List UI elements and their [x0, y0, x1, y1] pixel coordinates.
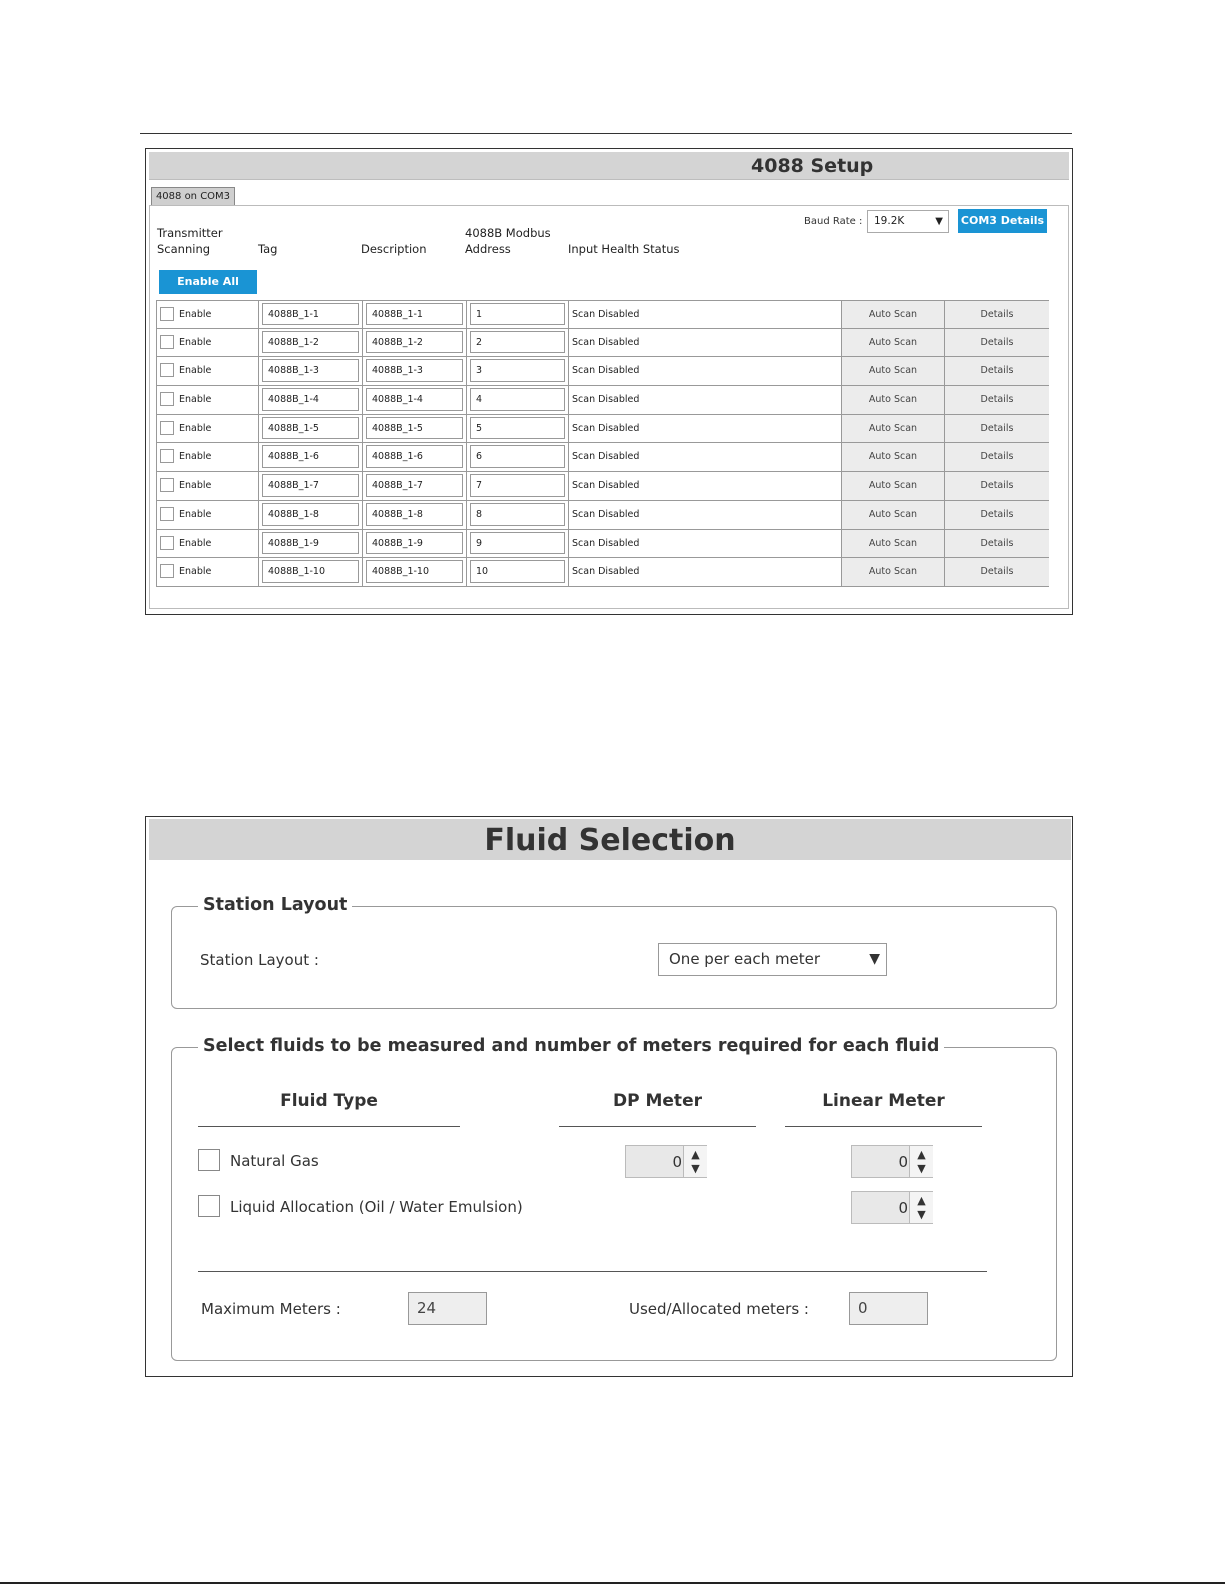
enable-checkbox[interactable] — [160, 478, 174, 492]
description-cell — [363, 443, 467, 471]
description-cell — [363, 386, 467, 414]
modbus-address-input[interactable]: 10 — [470, 560, 565, 583]
description-input[interactable]: 4088B_1-10 — [366, 560, 463, 583]
auto-scan-button[interactable] — [842, 301, 945, 328]
details-button[interactable] — [945, 501, 1049, 529]
auto-scan-button[interactable] — [842, 558, 945, 586]
used-meters-field: 0 — [849, 1292, 928, 1325]
details-button[interactable] — [945, 301, 1049, 328]
health-status-cell — [569, 329, 842, 357]
description-input[interactable]: 4088B_1-5 — [366, 417, 463, 440]
health-status-cell — [569, 558, 842, 586]
table-row — [156, 472, 1049, 501]
spin-up-icon[interactable]: ▲ — [917, 1148, 926, 1161]
enable-checkbox[interactable] — [160, 421, 174, 435]
natural-gas-linear-value: 0 — [898, 1153, 908, 1171]
tag-input[interactable]: 4088B_1-10 — [262, 560, 359, 583]
enable-checkbox[interactable] — [160, 564, 174, 578]
address-cell — [467, 357, 569, 385]
enable-label: Enable — [179, 566, 212, 578]
tag-cell — [259, 558, 363, 586]
health-status-text: Scan Disabled — [572, 566, 640, 578]
header-input-health: Input Health Status — [568, 242, 680, 256]
used-meters-label: Used/Allocated meters : — [629, 1300, 809, 1318]
page-top-rule — [140, 133, 1072, 134]
enable-cell — [157, 558, 259, 586]
tag-cell — [259, 443, 363, 471]
table-row — [156, 415, 1049, 444]
column-dp-meter: DP Meter — [613, 1091, 702, 1111]
modbus-address-input[interactable]: 5 — [470, 417, 565, 440]
modbus-address-input[interactable]: 7 — [470, 474, 565, 497]
enable-checkbox[interactable] — [160, 363, 174, 377]
station-layout-legend: Station Layout — [198, 895, 352, 915]
auto-scan-label: Auto Scan — [868, 422, 918, 434]
auto-scan-button[interactable] — [842, 357, 945, 385]
tag-input[interactable]: 4088B_1-5 — [262, 417, 359, 440]
liquid-linear-value: 0 — [898, 1199, 908, 1217]
tab-4088-com3[interactable]: 4088 on COM3 — [151, 187, 235, 205]
tag-input[interactable]: 4088B_1-7 — [262, 474, 359, 497]
details-label: Details — [980, 394, 1014, 406]
address-cell — [467, 530, 569, 558]
description-cell — [363, 558, 467, 586]
details-button[interactable] — [945, 558, 1049, 586]
modbus-address-input[interactable]: 2 — [470, 331, 565, 354]
address-cell — [467, 386, 569, 414]
enable-cell — [157, 301, 259, 328]
health-status-text: Scan Disabled — [572, 537, 640, 549]
enable-all-button[interactable]: Enable All — [159, 270, 257, 294]
tag-cell — [259, 329, 363, 357]
enable-cell — [157, 329, 259, 357]
auto-scan-button[interactable] — [842, 415, 945, 443]
enable-label: Enable — [179, 537, 212, 549]
auto-scan-button[interactable] — [842, 472, 945, 500]
modbus-address-input[interactable]: 4 — [470, 388, 565, 411]
enable-cell — [157, 472, 259, 500]
header-modbus-address — [465, 225, 551, 257]
description-input[interactable]: 4088B_1-1 — [366, 303, 463, 325]
health-status-cell — [569, 386, 842, 414]
enable-label: Enable — [179, 422, 212, 434]
page-bottom-rule — [0, 1582, 1225, 1584]
column-fluid-type: Fluid Type — [280, 1091, 378, 1111]
details-label: Details — [980, 336, 1014, 348]
auto-scan-button[interactable] — [842, 501, 945, 529]
auto-scan-label: Auto Scan — [868, 336, 918, 348]
details-button[interactable] — [945, 472, 1049, 500]
tag-cell — [259, 501, 363, 529]
enable-label: Enable — [179, 508, 212, 520]
health-status-cell — [569, 501, 842, 529]
enable-label: Enable — [179, 336, 212, 348]
natural-gas-dp-stepper[interactable] — [625, 1145, 707, 1178]
table-row — [156, 443, 1049, 472]
tag-cell — [259, 415, 363, 443]
details-label: Details — [980, 365, 1014, 377]
details-label: Details — [980, 422, 1014, 434]
description-cell — [363, 329, 467, 357]
fluid-type-rule — [198, 1126, 460, 1127]
details-button[interactable] — [945, 386, 1049, 414]
natural-gas-dp-value: 0 — [672, 1153, 682, 1171]
enable-checkbox[interactable] — [160, 392, 174, 406]
tag-input[interactable]: 4088B_1-4 — [262, 388, 359, 411]
com3-details-button[interactable]: COM3 Details — [958, 209, 1047, 233]
setup-panel — [145, 148, 1073, 615]
enable-checkbox[interactable] — [160, 507, 174, 521]
health-status-text: Scan Disabled — [572, 365, 640, 377]
details-label: Details — [980, 537, 1014, 549]
auto-scan-label: Auto Scan — [868, 365, 918, 377]
tag-cell — [259, 357, 363, 385]
auto-scan-label: Auto Scan — [868, 451, 918, 463]
header-addr-line2: Address — [465, 242, 511, 256]
tag-cell — [259, 530, 363, 558]
header-description: Description — [361, 242, 427, 256]
health-status-text: Scan Disabled — [572, 394, 640, 406]
enable-checkbox[interactable] — [160, 335, 174, 349]
baud-rate-select[interactable] — [867, 210, 949, 233]
table-row — [156, 357, 1049, 386]
natural-gas-linear-stepper[interactable] — [851, 1145, 933, 1178]
address-cell — [467, 329, 569, 357]
fluid-title: Fluid Selection — [484, 823, 736, 858]
health-status-text: Scan Disabled — [572, 422, 640, 434]
description-cell — [363, 357, 467, 385]
table-row — [156, 558, 1049, 587]
enable-checkbox[interactable] — [160, 307, 174, 321]
health-status-cell — [569, 443, 842, 471]
enable-cell — [157, 386, 259, 414]
liquid-allocation-label: Liquid Allocation (Oil / Water Emulsion) — [230, 1198, 523, 1216]
address-cell — [467, 415, 569, 443]
modbus-address-input[interactable]: 8 — [470, 503, 565, 526]
chevron-down-icon: ▼ — [935, 216, 943, 227]
health-status-cell — [569, 301, 842, 328]
details-button[interactable] — [945, 530, 1049, 558]
auto-scan-label: Auto Scan — [868, 309, 918, 320]
health-status-cell — [569, 472, 842, 500]
details-label: Details — [980, 508, 1014, 520]
health-status-cell — [569, 357, 842, 385]
table-row — [156, 501, 1049, 530]
stepper-arrows[interactable] — [909, 1146, 933, 1177]
auto-scan-button[interactable] — [842, 530, 945, 558]
stepper-arrows[interactable] — [683, 1146, 707, 1177]
fluid-select-legend: Select fluids to be measured and number of meters required for each fluid — [198, 1036, 944, 1056]
auto-scan-button[interactable] — [842, 329, 945, 357]
details-button[interactable] — [945, 443, 1049, 471]
details-label: Details — [980, 566, 1014, 578]
description-cell — [363, 301, 467, 328]
description-input[interactable]: 4088B_1-7 — [366, 474, 463, 497]
enable-cell — [157, 357, 259, 385]
liquid-allocation-checkbox[interactable] — [198, 1195, 220, 1217]
tag-input[interactable]: 4088B_1-1 — [262, 303, 359, 325]
maximum-meters-label: Maximum Meters : — [201, 1300, 341, 1318]
spin-down-icon[interactable]: ▼ — [917, 1208, 926, 1221]
tag-input[interactable]: 4088B_1-9 — [262, 532, 359, 555]
health-status-text: Scan Disabled — [572, 480, 640, 492]
enable-label: Enable — [179, 394, 212, 406]
details-label: Details — [980, 309, 1014, 320]
linear-meter-rule — [785, 1126, 982, 1127]
health-status-cell — [569, 415, 842, 443]
address-cell — [467, 501, 569, 529]
health-status-cell — [569, 530, 842, 558]
enable-cell — [157, 415, 259, 443]
station-layout-select[interactable] — [658, 943, 887, 976]
modbus-address-input[interactable]: 9 — [470, 532, 565, 555]
description-cell — [363, 472, 467, 500]
auto-scan-label: Auto Scan — [868, 480, 918, 492]
tag-cell — [259, 472, 363, 500]
details-button[interactable] — [945, 415, 1049, 443]
enable-cell — [157, 530, 259, 558]
tag-input[interactable]: 4088B_1-6 — [262, 445, 359, 468]
description-input[interactable]: 4088B_1-6 — [366, 445, 463, 468]
description-cell — [363, 530, 467, 558]
enable-label: Enable — [179, 365, 212, 377]
header-addr-line1: 4088B Modbus — [465, 226, 551, 240]
setup-body — [149, 205, 1069, 609]
chevron-down-icon: ▼ — [869, 951, 880, 967]
description-input[interactable]: 4088B_1-2 — [366, 331, 463, 354]
description-input[interactable]: 4088B_1-9 — [366, 532, 463, 555]
health-status-text: Scan Disabled — [572, 336, 640, 348]
station-layout-value: One per each meter — [669, 950, 821, 968]
enable-label: Enable — [179, 451, 212, 463]
header-scan-line1: Transmitter — [157, 226, 223, 240]
spin-up-icon[interactable]: ▲ — [691, 1148, 700, 1161]
maximum-meters-field: 24 — [408, 1292, 487, 1325]
description-cell — [363, 501, 467, 529]
tag-cell — [259, 386, 363, 414]
tag-input[interactable]: 4088B_1-8 — [262, 503, 359, 526]
station-layout-label: Station Layout : — [200, 951, 319, 969]
auto-scan-label: Auto Scan — [868, 566, 918, 578]
setup-title-bar — [149, 152, 1069, 180]
auto-scan-label: Auto Scan — [868, 537, 918, 549]
spin-down-icon[interactable]: ▼ — [691, 1162, 700, 1175]
description-cell — [363, 415, 467, 443]
enable-label: Enable — [179, 480, 212, 492]
tag-input[interactable]: 4088B_1-2 — [262, 331, 359, 354]
details-button[interactable] — [945, 329, 1049, 357]
address-cell — [467, 472, 569, 500]
stepper-arrows[interactable] — [909, 1192, 933, 1223]
address-cell — [467, 443, 569, 471]
health-status-text: Scan Disabled — [572, 451, 640, 463]
enable-checkbox[interactable] — [160, 449, 174, 463]
baud-rate-value: 19.2K — [874, 215, 905, 227]
column-linear-meter: Linear Meter — [822, 1091, 945, 1111]
details-button[interactable] — [945, 357, 1049, 385]
description-input[interactable]: 4088B_1-3 — [366, 359, 463, 382]
tag-input[interactable]: 4088B_1-3 — [262, 359, 359, 382]
table-row — [156, 329, 1049, 358]
natural-gas-label: Natural Gas — [230, 1152, 319, 1170]
enable-cell — [157, 501, 259, 529]
table-row — [156, 386, 1049, 415]
auto-scan-button[interactable] — [842, 386, 945, 414]
details-label: Details — [980, 451, 1014, 463]
address-cell — [467, 558, 569, 586]
fluid-panel — [145, 816, 1073, 1377]
description-input[interactable]: 4088B_1-4 — [366, 388, 463, 411]
health-status-text: Scan Disabled — [572, 508, 640, 520]
table-row — [156, 530, 1049, 559]
auto-scan-label: Auto Scan — [868, 508, 918, 520]
natural-gas-checkbox[interactable] — [198, 1149, 220, 1171]
description-input[interactable]: 4088B_1-8 — [366, 503, 463, 526]
enable-cell — [157, 443, 259, 471]
auto-scan-button[interactable] — [842, 443, 945, 471]
modbus-address-input[interactable]: 1 — [470, 303, 565, 325]
spin-up-icon[interactable]: ▲ — [917, 1194, 926, 1207]
header-transmitter-scanning — [157, 225, 223, 257]
modbus-address-input[interactable]: 3 — [470, 359, 565, 382]
setup-title: 4088 Setup — [751, 155, 874, 177]
enable-checkbox[interactable] — [160, 536, 174, 550]
address-cell — [467, 301, 569, 328]
modbus-address-input[interactable]: 6 — [470, 445, 565, 468]
transmitter-table — [156, 300, 1049, 587]
enable-label: Enable — [179, 309, 212, 320]
table-row — [156, 300, 1049, 329]
baud-rate-label: Baud Rate : — [804, 216, 863, 227]
header-tag: Tag — [258, 242, 278, 256]
totals-divider — [198, 1271, 987, 1272]
fluid-title-bar — [149, 819, 1071, 860]
spin-down-icon[interactable]: ▼ — [917, 1162, 926, 1175]
tag-cell — [259, 301, 363, 328]
details-label: Details — [980, 480, 1014, 492]
auto-scan-label: Auto Scan — [868, 394, 918, 406]
health-status-text: Scan Disabled — [572, 309, 640, 320]
liquid-linear-stepper[interactable] — [851, 1191, 933, 1224]
header-scan-line2: Scanning — [157, 242, 211, 256]
dp-meter-rule — [559, 1126, 756, 1127]
